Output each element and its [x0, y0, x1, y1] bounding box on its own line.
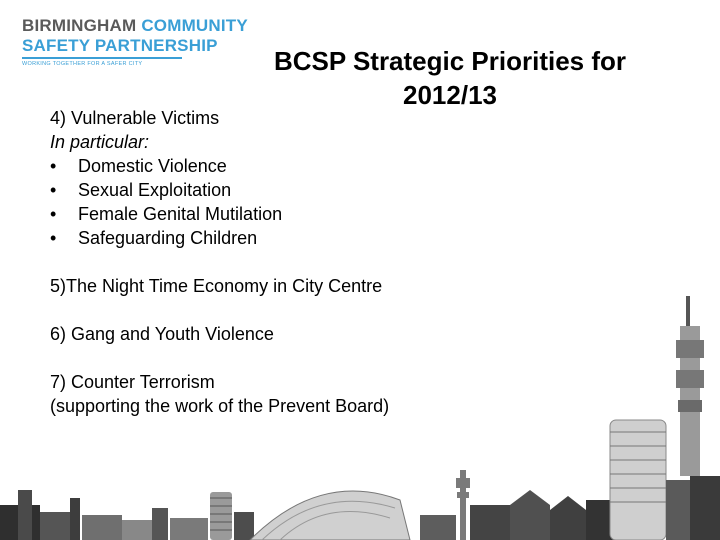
- bullet-text: Domestic Violence: [78, 156, 227, 176]
- houses-row: [510, 490, 616, 540]
- priorities-list: [50, 106, 470, 418]
- bullet-text: Safeguarding Children: [78, 228, 258, 248]
- logo-text-community: COMMUNITY: [141, 16, 248, 35]
- priority-4-heading: 4) Vulnerable Victims: [50, 108, 220, 128]
- partnership-logo: [22, 16, 248, 67]
- priority-4-bullets: [50, 154, 470, 250]
- slide-title: [250, 44, 650, 112]
- priority-7-detail: (supporting the work of the Prevent Board): [50, 396, 390, 416]
- list-item: [50, 226, 470, 250]
- list-item: [50, 154, 470, 178]
- priority-6: 6) Gang and Youth Violence: [50, 324, 274, 344]
- list-item: [50, 202, 470, 226]
- domed-building: [250, 491, 410, 540]
- priority-7-heading: 7) Counter Terrorism: [50, 372, 215, 392]
- list-item: [50, 178, 470, 202]
- logo-tagline: WORKING TOGETHER FOR A SAFER CITY: [22, 61, 143, 67]
- bullet-text: Female Genital Mutilation: [78, 204, 283, 224]
- logo-text-safety-partnership: SAFETY PARTNERSHIP: [22, 36, 218, 55]
- bullet-icon: •: [50, 180, 57, 200]
- cylinder-tower: [610, 420, 666, 540]
- rotunda-building: [210, 492, 232, 540]
- slide-title-line-2: 2012/13: [403, 80, 497, 110]
- logo-line-1: [22, 16, 248, 36]
- logo-text-birmingham: BIRMINGHAM: [22, 16, 142, 35]
- bullet-icon: •: [50, 228, 57, 248]
- bullet-icon: •: [50, 204, 57, 224]
- telecom-tower: [456, 470, 470, 540]
- logo-rule: [22, 57, 182, 59]
- bullet-icon: •: [50, 156, 57, 176]
- skyline-buildings-left: [0, 490, 208, 540]
- bt-tower: [676, 296, 720, 540]
- priority-4-subheading: In particular:: [50, 132, 150, 152]
- bullet-text: Sexual Exploitation: [78, 180, 232, 200]
- slide-title-line-1: BCSP Strategic Priorities for: [273, 46, 627, 76]
- priority-5: 5)The Night Time Economy in City Centre: [50, 276, 383, 296]
